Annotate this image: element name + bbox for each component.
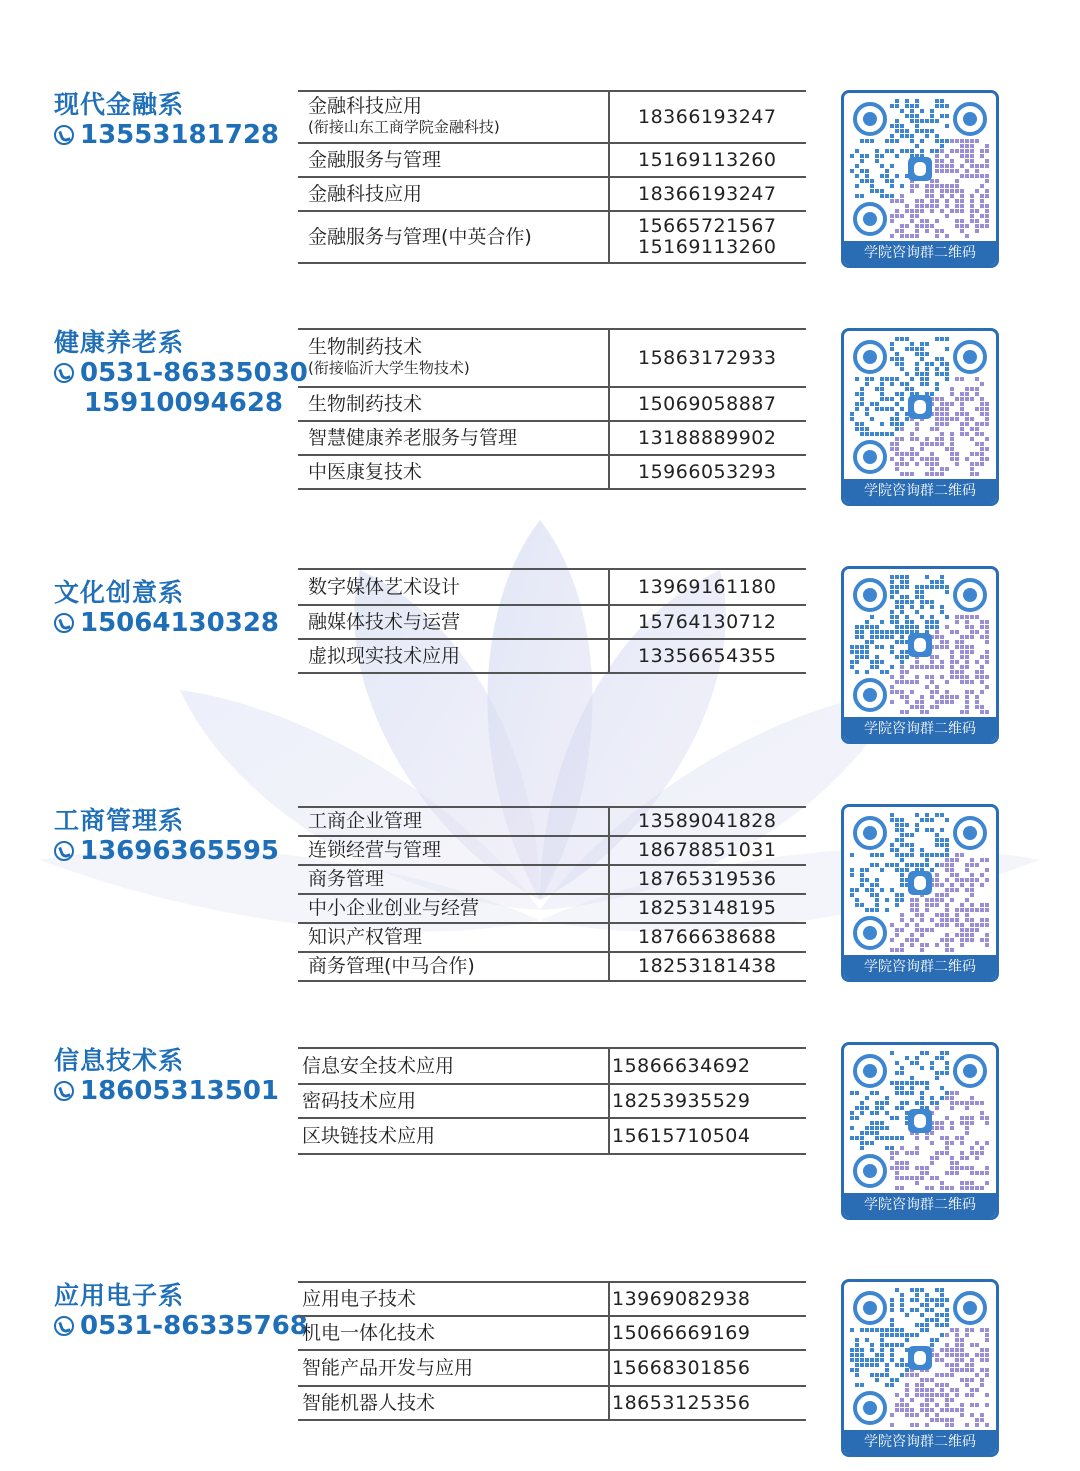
major-phone-cell [609, 639, 806, 673]
major-phone[interactable]: 15668301856 [612, 1356, 751, 1379]
department-phone[interactable] [54, 1311, 308, 1341]
major-phone[interactable]: 15764130712 [638, 610, 777, 633]
qr-code-card[interactable] [841, 1279, 999, 1457]
major-name-cell [298, 865, 609, 894]
table-row [298, 91, 806, 143]
major-name-cell [298, 421, 609, 455]
major-name: 商务管理 [308, 868, 385, 890]
major-phone-cell [609, 605, 806, 639]
major-phone[interactable]: 15066669169 [612, 1321, 751, 1344]
major-name: 生物制药技术 [308, 392, 423, 415]
major-name-cell [298, 1316, 609, 1350]
table-row [298, 421, 806, 455]
major-name: 中医康复技术 [308, 460, 423, 483]
major-name-cell [298, 923, 609, 952]
table-row [298, 211, 806, 263]
qr-caption: 学院咨询群二维码 [844, 1430, 996, 1454]
major-name-cell [298, 894, 609, 923]
major-name-cell [298, 639, 609, 673]
qr-code-card[interactable] [841, 804, 999, 982]
department-name: 文化创意系 [54, 578, 185, 607]
major-phone[interactable]: 13188889902 [638, 426, 777, 449]
qr-caption: 学院咨询群二维码 [844, 1193, 996, 1217]
major-name-cell [298, 329, 609, 387]
major-name: 中小企业创业与经营 [308, 897, 480, 919]
table-row [298, 894, 806, 923]
major-phone[interactable]: 15169113260 [638, 148, 777, 171]
major-phone-cell [609, 865, 806, 894]
department-name: 应用电子系 [54, 1281, 185, 1310]
qr-code-pattern [850, 1288, 990, 1428]
major-phone-cell [609, 91, 806, 143]
phone-icon [54, 1081, 74, 1101]
table-row [298, 177, 806, 211]
majors-table [298, 1047, 806, 1155]
department-phone[interactable] [54, 608, 279, 638]
major-name: 机电一体化技术 [302, 1321, 436, 1344]
phone-icon [54, 613, 74, 633]
major-name-cell [298, 387, 609, 421]
majors-table [298, 568, 806, 674]
qr-code-card[interactable] [841, 328, 999, 506]
major-name: 商务管理(中马合作) [308, 955, 475, 977]
department-phone[interactable] [54, 358, 308, 388]
department-header [54, 1281, 308, 1341]
qr-caption: 学院咨询群二维码 [844, 717, 996, 741]
table-row [298, 1316, 806, 1350]
major-phone[interactable]: 15866634692 [612, 1054, 751, 1077]
major-name: 工商企业管理 [308, 810, 423, 832]
qr-caption: 学院咨询群二维码 [844, 241, 996, 265]
major-phone[interactable]: 18366193247 [638, 105, 777, 128]
major-name-cell [298, 1084, 609, 1118]
major-phone-cell [609, 1350, 806, 1386]
table-row [298, 1386, 806, 1420]
table-row [298, 569, 806, 605]
major-phone[interactable]: 18253181438 [638, 955, 777, 977]
major-phone[interactable]: 18253935529 [612, 1089, 751, 1112]
major-name: 知识产权管理 [308, 926, 423, 948]
majors-table [298, 806, 806, 982]
department-phone[interactable] [54, 836, 279, 866]
major-name-cell [298, 569, 609, 605]
major-phone[interactable]: 15863172933 [638, 346, 777, 369]
department-phone-number[interactable]: 13696365595 [80, 836, 279, 866]
major-name-cell [298, 1350, 609, 1386]
major-phone-cell [609, 1084, 806, 1118]
major-phone-cell [609, 211, 806, 263]
major-note: (衔接临沂大学生物技术) [308, 359, 470, 377]
major-phone-secondary[interactable]: 15169113260 [638, 236, 777, 258]
major-name: 生物制药技术 [308, 336, 423, 358]
major-name: 金融服务与管理 [308, 148, 442, 171]
department-name: 健康养老系 [54, 328, 185, 357]
phone-icon [54, 125, 74, 145]
major-phone-cell [609, 807, 806, 836]
phone-icon [54, 841, 74, 861]
department-phone-number[interactable]: 15064130328 [80, 608, 279, 638]
department-name: 现代金融系 [54, 90, 185, 119]
major-phone-cell [609, 836, 806, 865]
qr-code-pattern [850, 99, 990, 239]
major-phone-cell [609, 1316, 806, 1350]
department-phone-number[interactable]: 13553181728 [80, 120, 279, 150]
major-phone[interactable]: 15069058887 [638, 392, 777, 415]
major-phone-cell [609, 421, 806, 455]
major-name: 智能机器人技术 [302, 1391, 436, 1414]
department-phone-number[interactable]: 0531-86335768 [80, 1311, 308, 1341]
table-row [298, 639, 806, 673]
table-row [298, 1118, 806, 1154]
table-row [298, 455, 806, 489]
major-phone-cell [609, 177, 806, 211]
major-phone[interactable]: 18366193247 [638, 182, 777, 205]
major-name: 数字媒体艺术设计 [308, 575, 461, 598]
major-phone[interactable]: 18653125356 [612, 1391, 751, 1414]
qr-code-pattern [850, 575, 990, 715]
department-name: 工商管理系 [54, 806, 185, 835]
table-row [298, 1048, 806, 1084]
table-row [298, 836, 806, 865]
major-name-cell [298, 952, 609, 981]
major-name: 金融科技应用 [308, 182, 423, 205]
department-phone-secondary[interactable]: 15910094628 [84, 388, 283, 418]
major-name: 金融服务与管理(中英合作) [308, 225, 532, 248]
major-note: (衔接山东工商学院金融科技) [308, 118, 500, 136]
qr-caption: 学院咨询群二维码 [844, 955, 996, 979]
department-phone-number[interactable]: 0531-86335030 [80, 358, 308, 388]
major-phone-cell [609, 894, 806, 923]
table-row [298, 807, 806, 836]
major-phone[interactable]: 15966053293 [638, 460, 777, 483]
major-name-cell [298, 211, 609, 263]
major-phone-cell [609, 952, 806, 981]
major-phone-cell [609, 387, 806, 421]
table-row [298, 1350, 806, 1386]
phone-icon [54, 1316, 74, 1336]
major-phone-cell [609, 1282, 806, 1316]
department-header [54, 578, 279, 638]
table-row [298, 329, 806, 387]
department-header [54, 1046, 279, 1106]
major-name-cell [298, 836, 609, 865]
majors-table [298, 1281, 806, 1421]
major-phone[interactable]: 15665721567 [638, 215, 777, 237]
qr-code-pattern [850, 1051, 990, 1191]
department-phone-number[interactable]: 18605313501 [80, 1076, 279, 1106]
qr-code-card[interactable] [841, 566, 999, 744]
major-name: 密码技术应用 [302, 1089, 417, 1112]
major-phone[interactable]: 18766638688 [638, 926, 777, 948]
major-phone-cell [609, 1118, 806, 1154]
department-header [54, 806, 279, 866]
table-row [298, 923, 806, 952]
major-name-cell [298, 1386, 609, 1420]
major-phone[interactable]: 13969082938 [612, 1287, 751, 1310]
major-name-cell [298, 177, 609, 211]
major-phone[interactable]: 13589041828 [638, 810, 777, 832]
majors-table [298, 328, 806, 490]
major-name: 区块链技术应用 [302, 1124, 436, 1147]
major-name: 连锁经营与管理 [308, 839, 442, 861]
major-name: 虚拟现实技术应用 [308, 644, 461, 667]
qr-caption: 学院咨询群二维码 [844, 479, 996, 503]
major-phone[interactable]: 18765319536 [638, 868, 777, 890]
major-phone[interactable]: 18253148195 [638, 897, 777, 919]
majors-table [298, 90, 806, 264]
major-phone-cell [609, 1048, 806, 1084]
major-phone-cell [609, 923, 806, 952]
phone-icon [54, 363, 74, 383]
major-phone[interactable]: 15615710504 [612, 1124, 751, 1147]
major-name: 智慧健康养老服务与管理 [308, 426, 518, 449]
major-phone-cell [609, 455, 806, 489]
major-name-cell [298, 1282, 609, 1316]
department-name: 信息技术系 [54, 1046, 185, 1075]
qr-code-card[interactable] [841, 1042, 999, 1220]
major-name: 金融科技应用 [308, 95, 423, 117]
department-header [54, 328, 308, 418]
department-phone[interactable] [54, 120, 279, 150]
table-row [298, 865, 806, 894]
major-phone-cell [609, 1386, 806, 1420]
major-name-cell [298, 1048, 609, 1084]
table-row [298, 605, 806, 639]
major-phone-cell [609, 143, 806, 177]
major-name: 融媒体技术与运营 [308, 610, 461, 633]
major-name: 应用电子技术 [302, 1287, 417, 1310]
major-name-cell [298, 143, 609, 177]
major-phone[interactable]: 13969161180 [638, 575, 777, 598]
major-name: 智能产品开发与应用 [302, 1356, 474, 1379]
major-name-cell [298, 605, 609, 639]
major-phone-cell [609, 329, 806, 387]
major-name-cell [298, 1118, 609, 1154]
major-phone[interactable]: 13356654355 [638, 644, 777, 667]
qr-code-card[interactable] [841, 90, 999, 268]
department-phone[interactable] [54, 1076, 279, 1106]
qr-code-pattern [850, 813, 990, 953]
table-row [298, 387, 806, 421]
table-row [298, 952, 806, 981]
major-name: 信息安全技术应用 [302, 1054, 455, 1077]
major-name-cell [298, 807, 609, 836]
table-row [298, 1084, 806, 1118]
major-phone-cell [609, 569, 806, 605]
major-name-cell [298, 91, 609, 143]
major-name-cell [298, 455, 609, 489]
department-header [54, 90, 279, 150]
qr-code-pattern [850, 337, 990, 477]
table-row [298, 1282, 806, 1316]
table-row [298, 143, 806, 177]
major-phone[interactable]: 18678851031 [638, 839, 777, 861]
